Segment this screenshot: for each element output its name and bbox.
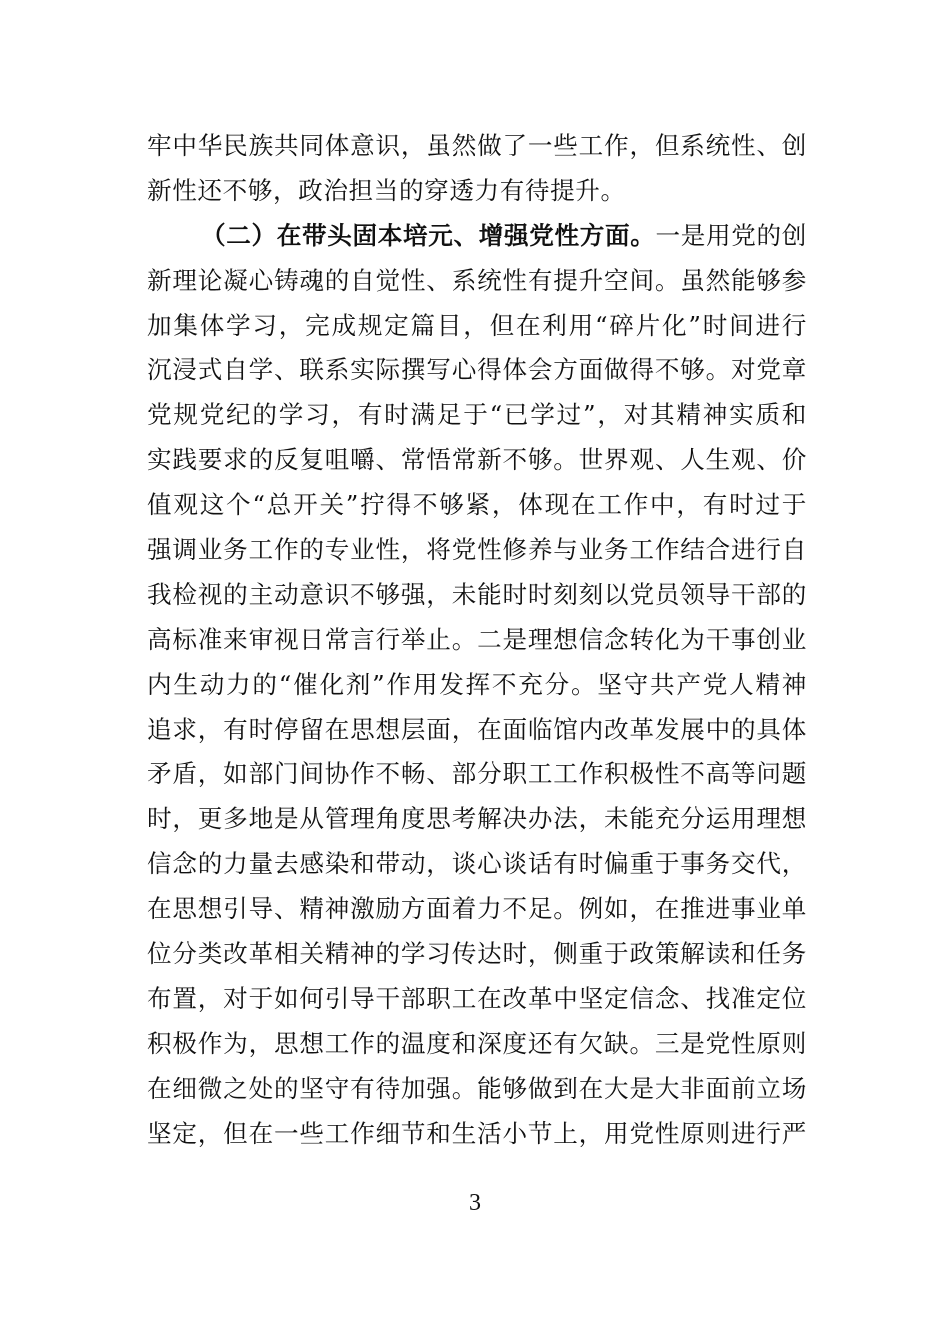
body-text (147, 124, 807, 1156)
text-line-18: 在思想引导、精神激励方面着力不足。例如，在推进事业单 (147, 894, 807, 924)
text-line-19: 位分类改革相关精神的学习传达时，侧重于政策解读和任务 (147, 939, 807, 969)
text-line-23: 坚定，但在一些工作细节和生活小节上，用党性原则进行严 (147, 1118, 807, 1148)
text-line-14: 追求，有时停留在思想层面，在面临馆内改革发展中的具体 (147, 714, 807, 744)
text-line-4: 新理论凝心铸魂的自觉性、系统性有提升空间。虽然能够参 (147, 265, 807, 295)
page-number: 3 (469, 1190, 481, 1216)
text-line-21: 积极作为，思想工作的温度和深度还有欠缺。三是党性原则 (147, 1028, 807, 1058)
text-line-17: 信念的力量去感染和带动，谈心谈话有时偏重于事务交代， (147, 849, 807, 879)
text-line-2: 新性还不够，政治担当的穿透力有待提升。 (147, 175, 626, 205)
text-line-12: 高标准来审视日常言行举止。二是理想信念转化为干事创业 (147, 624, 807, 654)
text-line-20: 布置，对于如何引导干部职工在改革中坚定信念、找准定位 (147, 983, 807, 1013)
section-heading: （二）在带头固本培元、增强党性方面。 (201, 220, 656, 250)
text-line-22: 在细微之处的坚守有待加强。能够做到在大是大非面前立场 (147, 1073, 807, 1103)
text-line-1: 牢中华民族共同体意识，虽然做了一些工作，但系统性、创 (147, 131, 807, 160)
text-line-5: 加集体学习，完成规定篇目，但在利用“碎片化”时间进行 (147, 310, 807, 340)
text-line-15: 矛盾，如部门间协作不畅、部分职工工作积极性不高等问题 (147, 759, 807, 789)
text-line-9: 值观这个“总开关”拧得不够紧，体现在工作中，有时过于 (147, 490, 807, 520)
text-line-8: 实践要求的反复咀嚼、常悟常新不够。世界观、人生观、价 (147, 445, 807, 475)
section-heading-line (147, 214, 807, 259)
text-line-13: 内生动力的“催化剂”作用发挥不充分。坚守共产党人精神 (147, 669, 807, 699)
section-heading-continuation: 一是用党的创 (655, 220, 807, 250)
text-line-16: 时，更多地是从管理角度思考解决办法，未能充分运用理想 (147, 804, 807, 834)
text-line-11: 我检视的主动意识不够强，未能时时刻刻以党员领导干部的 (147, 579, 807, 609)
text-line-10: 强调业务工作的专业性，将党性修养与业务工作结合进行自 (147, 535, 807, 565)
text-line-6: 沉浸式自学、联系实际撰写心得体会方面做得不够。对党章 (147, 355, 807, 385)
text-line-7: 党规党纪的学习，有时满足于“已学过”，对其精神实质和 (147, 400, 807, 430)
